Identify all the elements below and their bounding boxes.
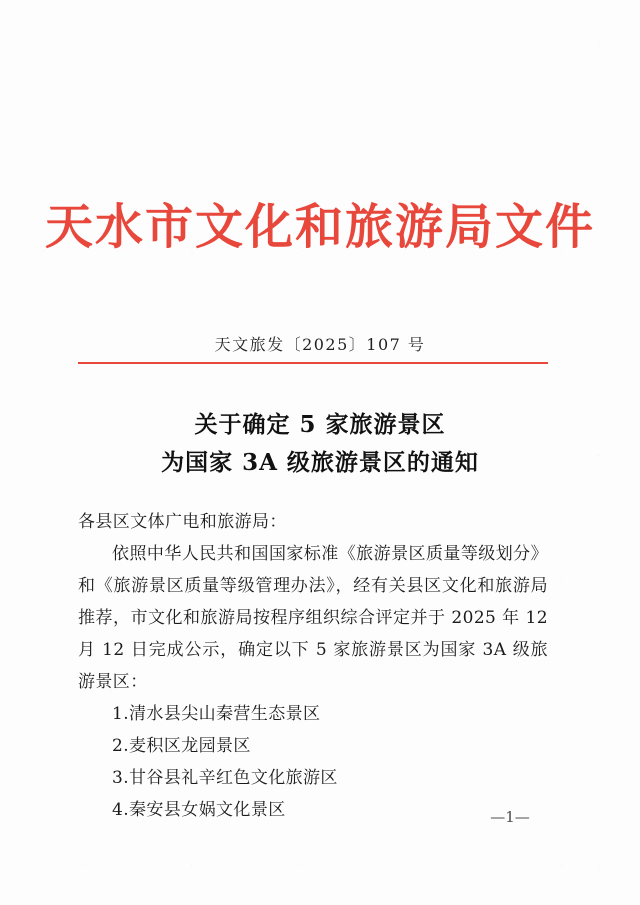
body-paragraph: 依照中华人民共和国国家标准《旅游景区质量等级划分》和《旅游景区质量等级管理办法》，经有关县区文化和旅游局推荐，市文化和旅游局按程序组织综合评定并于 2025 年 12 月 12 日完成公示，确定以下 5 家旅游景区为国家 3A 级旅游景区： [78, 544, 548, 692]
list-item: 4.秦安县女娲文化景区 [112, 800, 286, 820]
page-number-footer [0, 806, 640, 828]
salutation: 各县区文体广电和旅游局： [78, 512, 287, 532]
page-title-line-2: 为国家 3A 级旅游景区的通知 [161, 449, 479, 476]
document-number: 天文旅发〔2025〕107 号 [214, 335, 426, 354]
issuing-agency-header: 天水市文化和旅游局文件 [44, 199, 595, 255]
page-title-line-1: 关于确定 5 家旅游景区 [194, 411, 446, 438]
page-number-value: —1— [490, 808, 530, 826]
page-title [0, 406, 640, 482]
list-item: 2.麦积区龙园景区 [112, 736, 251, 756]
document-body [78, 506, 548, 826]
list-item: 1.清水县尖山秦营生态景区 [112, 704, 321, 724]
red-separator-rule [78, 362, 548, 364]
list-item: 3.甘谷县礼辛红色文化旅游区 [112, 768, 338, 788]
